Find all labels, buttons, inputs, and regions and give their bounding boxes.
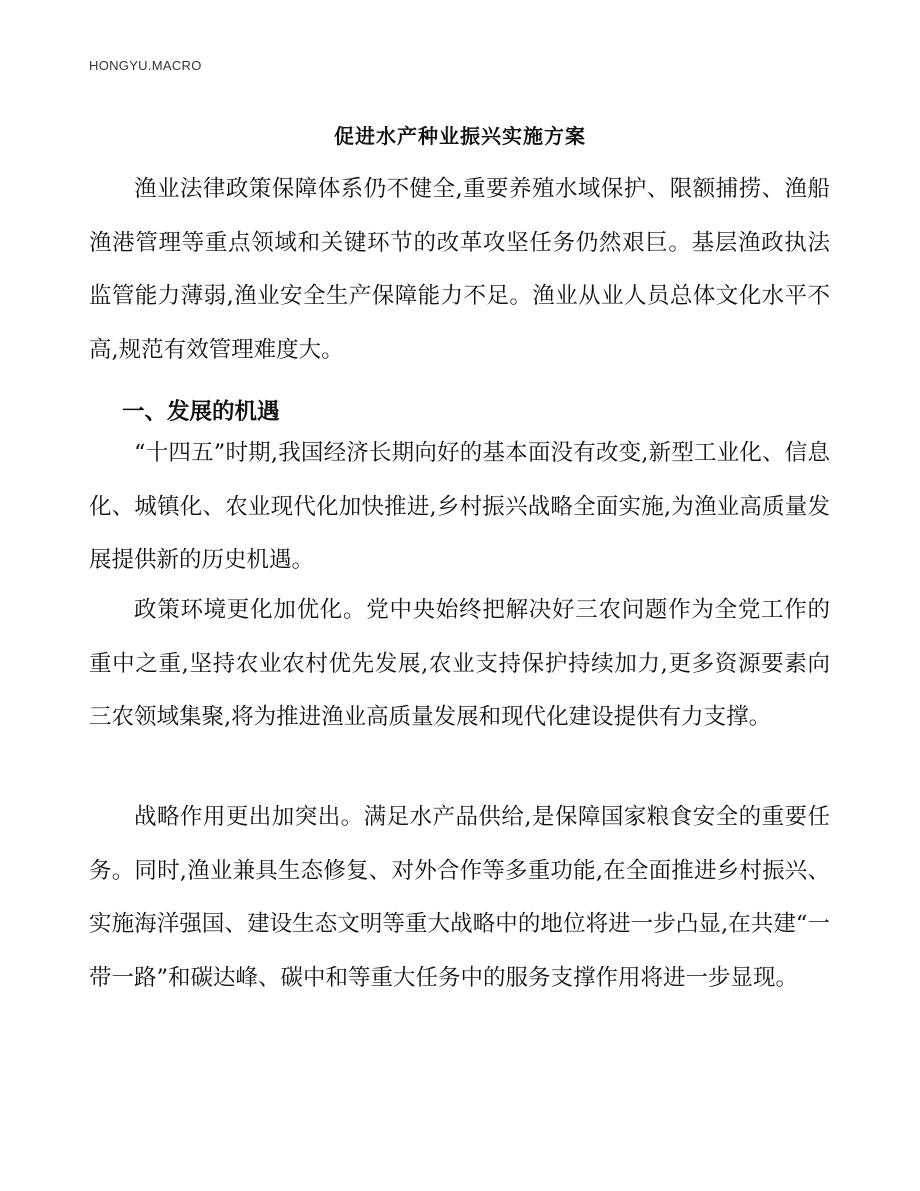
- section-paragraph-opportunity: “十四五”时期,我国经济长期向好的基本面没有改变,新型工业化、信息化、城镇化、农业现代化加快推进,乡村振兴战略全面实施,为渔业高质量发展提供新的历史机遇。: [89, 440, 830, 573]
- document-title: 促进水产种业振兴实施方案: [334, 124, 586, 148]
- section-paragraph-policy: 政策环境更化加优化。党中央始终把解决好三农问题作为全党工作的重中之重,坚持农业农村优先发展,农业支持保护持续加力,更多资源要素向三农领域集聚,将为推进渔业高质量发展和现代化建设提供有力支撑。: [89, 597, 830, 730]
- section-paragraph-strategy: 战略作用更出加突出。满足水产品供给,是保障国家粮食安全的重要任务。同时,渔业兼具生态修复、对外合作等多重功能,在全面推进乡村振兴、实施海洋强国、建设生态文明等重大战略中的地位将进一步凸显,在共建“一带一路”和碳达峰、碳中和等重大任务中的服务支撑作用将进一步显现。: [89, 804, 830, 991]
- section-heading: 一、发展的机遇: [122, 399, 280, 425]
- intro-paragraph: 渔业法律政策保障体系仍不健全,重要养殖水域保护、限额捕捞、渔船渔港管理等重点领域和关键环节的改革攻坚任务仍然艰巨。基层渔政执法监管能力薄弱,渔业安全生产保障能力不足。渔业从业人员总体文化水平不高,规范有效管理难度大。: [89, 176, 830, 363]
- header-mark: HONGYU.MACRO: [89, 58, 202, 73]
